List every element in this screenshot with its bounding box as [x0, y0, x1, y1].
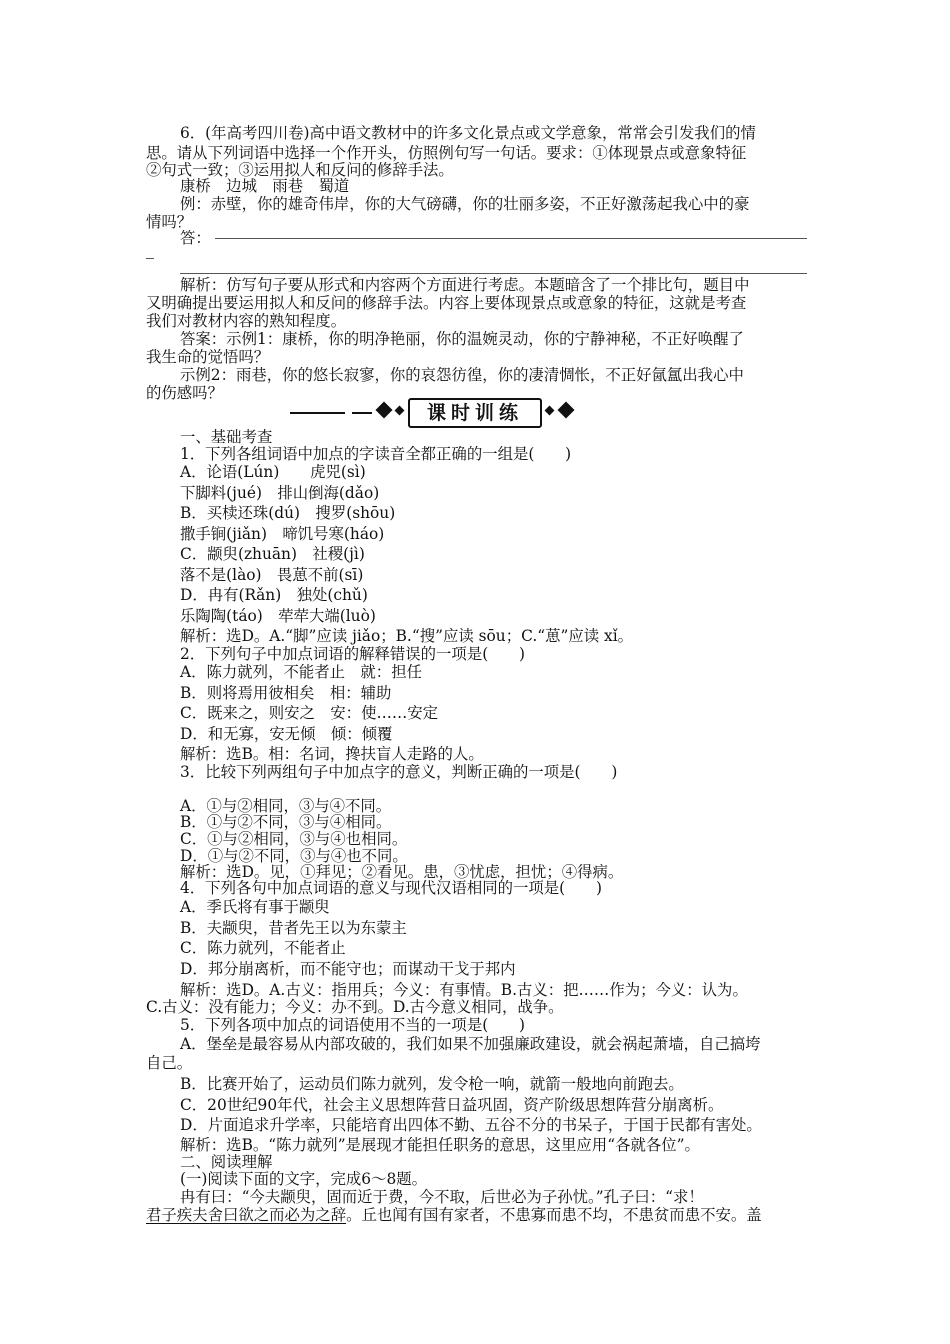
- q2-option-b: B．则将焉用彼相矣 相：辅助: [180, 684, 392, 702]
- q4-stem: 4．下列各句中加点词语的意义与现代汉语相同的一项是( ): [180, 879, 602, 897]
- q5-option-b: B．比赛开始了，运动员们陈力就列，发令枪一响，就箭一般地向前跑去。: [180, 1075, 684, 1093]
- q5-option-d: D．片面追求升学率，只能培育出四体不勤、五谷不分的书呆子，于国于民都有害处。: [180, 1116, 762, 1134]
- diamond-icon: [376, 402, 393, 419]
- q6-line2: 思。请从下列词语中选择一个作开头，仿照例句写一句话。要求：①体现景点或意象特征: [146, 144, 747, 162]
- q6-example-line1: 例：赤壁，你的雄奇伟岸，你的大气磅礴，你的壮丽多姿，不正好激荡起我心中的豪: [180, 195, 750, 213]
- q3-option-d: D．①与②不同，③与④也不同。: [180, 847, 408, 865]
- banner-left-rule-short: [352, 412, 372, 414]
- q1-option-c-line1: C．颛臾(zhuān) 社稷(jì): [180, 545, 365, 563]
- q1-option-b-line2: 撒手锏(jiǎn) 啼饥号寒(háo): [180, 525, 385, 543]
- q2-option-c: C．既来之，则安之 安：使……安定: [180, 704, 439, 722]
- q1-option-d-line2: 乐陶陶(táo) 荦荦大端(luò): [180, 607, 376, 625]
- q6-analysis-line1: 解析：仿写句子要从形式和内容两个方面进行考虑。本题暗含了一个排比句，题目中: [180, 276, 750, 294]
- q1-option-a-line2: 下脚料(jué) 排山倒海(dǎo): [180, 484, 380, 502]
- q6-answer-example2-line2: 的伤感吗？: [146, 384, 223, 402]
- section2-title: 二、阅读理解: [180, 1153, 273, 1171]
- q6-answer-blank-line-2: [180, 273, 807, 274]
- banner-title: 课时训练: [408, 398, 542, 428]
- q3-option-c: C．①与②相同，③与④也相同。: [180, 830, 408, 848]
- q3-analysis: 解析：选D。见，①拜见；②看见。患，③忧虑，担忧；④得病。: [180, 863, 624, 881]
- q4-option-d: D．邦分崩离析，而不能守也；而谋动干戈于邦内: [180, 960, 516, 978]
- q6-answer-example1-line2: 我生命的觉悟吗？: [146, 348, 270, 366]
- q4-analysis-line1: 解析：选D。A.古义：指用兵；今义：有事情。B.古义：把……作为；今义：认为。: [180, 981, 748, 999]
- q6-answer-example1-line1: 答案：示例1：康桥，你的明净艳丽，你的温婉灵动，你的宁静神秘，不正好唤醒了: [180, 330, 744, 348]
- q6-answer-blank-stub: [146, 258, 154, 259]
- passage-line1: 冉有曰：“今夫颛臾，固而近于费，今不取，后世必为子孙忧。”孔子曰：“求！: [180, 1188, 704, 1206]
- q1-option-d-line1: D．冉有(Rǎn) 独处(chǔ): [180, 586, 368, 604]
- banner-left-rule: [290, 412, 345, 414]
- section2-subtitle: (一)阅读下面的文字，完成6～8题。: [180, 1170, 428, 1188]
- section1-title: 一、基础考查: [180, 428, 273, 446]
- q1-analysis: 解析：选D。A.“脚”应读 jiǎo；B.“搜”应读 sōu；C.“葸”应读 xǐ。: [180, 627, 634, 645]
- q6-word-choices: 康桥 边城 雨巷 蜀道: [180, 177, 350, 195]
- q6-answer-blank-line: [215, 238, 807, 239]
- q6-line1: 6．(年高考四川卷)高中语文教材中的许多文化景点或文学意象，常常会引发我们的情: [180, 124, 756, 142]
- q4-option-c: C．陈力就列，不能者止: [180, 939, 346, 957]
- q5-option-a-line1: A．堡垒是最容易从内部攻破的，我们如果不加强廉政建设，就会祸起萧墙，自己搞垮: [180, 1035, 761, 1053]
- q5-option-a-line2: 自己。: [146, 1054, 193, 1072]
- q4-option-b: B．夫颛臾，昔者先王以为东蒙主: [180, 919, 407, 937]
- section-banner: [290, 398, 635, 426]
- q2-stem: 2．下列句子中加点词语的解释错误的一项是( ): [180, 645, 526, 663]
- q6-analysis-line2: 又明确提出要运用拟人和反问的修辞手法。内容上要体现景点或意象的特征，这就是考查: [146, 294, 747, 312]
- q3-stem: 3．比较下列两组句子中加点字的意义，判断正确的一项是( ): [180, 763, 618, 781]
- q1-option-b-line1: B．买椟还珠(dú) 搜罗(shōu): [180, 504, 396, 522]
- q6-analysis-line3: 我们对教材内容的熟知程度。: [146, 312, 347, 330]
- diamond-small-icon: [395, 406, 405, 416]
- q6-line3: ②句式一致；③运用拟人和反问的修辞手法。: [146, 161, 454, 179]
- q4-option-a: A．季氏将有事于颛臾: [180, 898, 330, 916]
- passage-line2-rest: 。丘也闻有国有家者，不患寡而患不均，不患贫而患不安。盖: [346, 1206, 762, 1224]
- q2-option-a: A．陈力就列，不能者止 就：担任: [180, 663, 422, 681]
- diamond-small-icon: [545, 406, 555, 416]
- q6-example-line2: 情吗？: [146, 213, 193, 231]
- q3-option-b: B．①与②不同，③与④相同。: [180, 813, 392, 831]
- q5-analysis: 解析：选B。“陈力就列”是展现才能担任职务的意思，这里应用“各就各位”。: [180, 1136, 700, 1154]
- diamond-icon: [558, 402, 575, 419]
- q1-stem: 1．下列各组词语中加点的字读音全都正确的一组是( ): [180, 445, 572, 463]
- q1-option-a-line1: A．论语(Lún) 虎兕(sì): [180, 463, 366, 481]
- q5-option-c: C．20世纪90年代，社会主义思想阵营日益巩固，资产阶级思想阵营分崩离析。: [180, 1096, 724, 1114]
- passage-underlined-sentence: 君子疾夫舍曰欲之而必为之辞: [146, 1206, 347, 1224]
- q4-analysis-line2: C.古义：没有能力；今义：办不到。D.古今意义相同，战争。: [146, 998, 564, 1016]
- q3-option-a: A．①与②相同，③与④不同。: [180, 797, 392, 815]
- passage-line2: [146, 1205, 762, 1225]
- q2-option-d: D．和无寡，安无倾 倾：倾覆: [180, 725, 393, 743]
- q5-stem: 5．下列各项中加点的词语使用不当的一项是( ): [180, 1016, 526, 1034]
- q6-answer-example2-line1: 示例2：雨巷，你的悠长寂寥，你的哀怨彷徨，你的凄清惆怅，不正好氤氲出我心中: [180, 366, 744, 384]
- q6-answer-label: 答：: [180, 229, 211, 247]
- q1-option-c-line2: 落不是(lào) 畏葸不前(sī): [180, 566, 364, 584]
- q2-analysis: 解析：选B。相：名词，搀扶盲人走路的人。: [180, 745, 484, 763]
